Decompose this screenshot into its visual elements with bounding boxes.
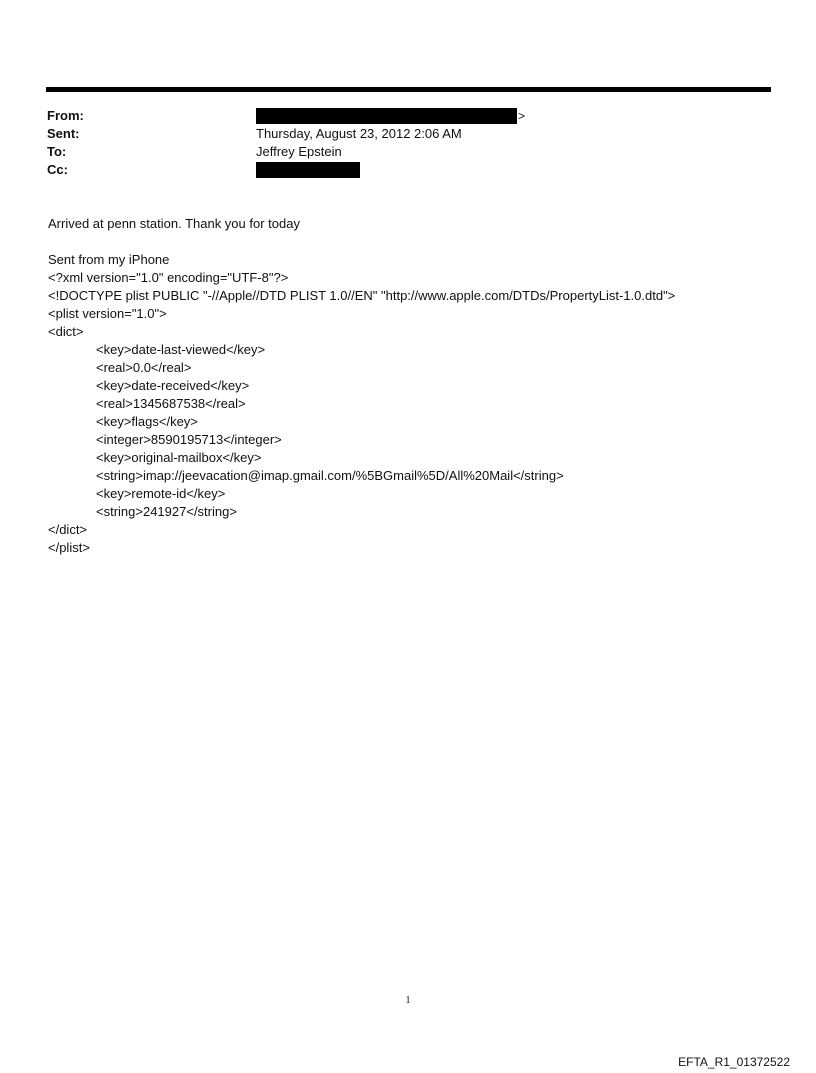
sent-value: Thursday, August 23, 2012 2:06 AM	[256, 126, 462, 141]
email-body	[48, 215, 768, 557]
document-id: EFTA_R1_01372522	[678, 1055, 790, 1069]
dict-entry-line: <integer>8590195713</integer>	[96, 432, 282, 447]
cc-label: Cc:	[47, 162, 68, 177]
dict-open-tag: <dict>	[48, 324, 84, 339]
dict-entry-line: <string>imap://jeevacation@imap.gmail.com/%5BGmail%5D/All%20Mail</string>	[96, 468, 564, 483]
xml-declaration: <?xml version="1.0" encoding="UTF-8"?>	[48, 270, 289, 285]
doctype-line: <!DOCTYPE plist PUBLIC "-//Apple//DTD PLIST 1.0//EN" "http://www.apple.com/DTDs/PropertyList-1.0.dtd">	[48, 288, 676, 303]
page-number: 1	[405, 995, 411, 1006]
dict-entry-line: <key>flags</key>	[96, 414, 198, 429]
redaction-bar	[256, 108, 517, 124]
dict-entry-line: <key>date-last-viewed</key>	[96, 342, 266, 357]
from-label: From:	[47, 108, 84, 123]
dict-entry-line: <key>remote-id</key>	[96, 486, 226, 501]
to-label: To:	[47, 144, 67, 159]
dict-close-tag: </dict>	[48, 522, 88, 537]
dict-entry-line: <real>1345687538</real>	[96, 396, 246, 411]
redaction-bar	[256, 162, 360, 178]
dict-entry-line: <string>241927</string>	[96, 504, 237, 519]
sent-row	[47, 125, 767, 143]
signature-text: Sent from my iPhone	[48, 252, 170, 267]
to-value: Jeffrey Epstein	[256, 144, 342, 159]
header-divider	[46, 87, 771, 92]
dict-entry-line: <key>date-received</key>	[96, 378, 250, 393]
dict-entry-line: <key>original-mailbox</key>	[96, 450, 262, 465]
cc-value	[256, 161, 360, 179]
paragraph-gap	[48, 233, 768, 251]
message-text: Arrived at penn station. Thank you for today	[48, 216, 300, 231]
sent-label: Sent:	[47, 126, 80, 141]
plist-close-tag: </plist>	[48, 540, 90, 555]
plist-open-tag: <plist version="1.0">	[48, 306, 167, 321]
from-suffix: >	[518, 109, 526, 123]
email-header	[47, 107, 767, 179]
from-value	[256, 107, 525, 125]
from-row	[47, 107, 767, 125]
cc-row	[47, 161, 767, 179]
to-row	[47, 143, 767, 161]
dict-entry-line: <real>0.0</real>	[96, 360, 192, 375]
